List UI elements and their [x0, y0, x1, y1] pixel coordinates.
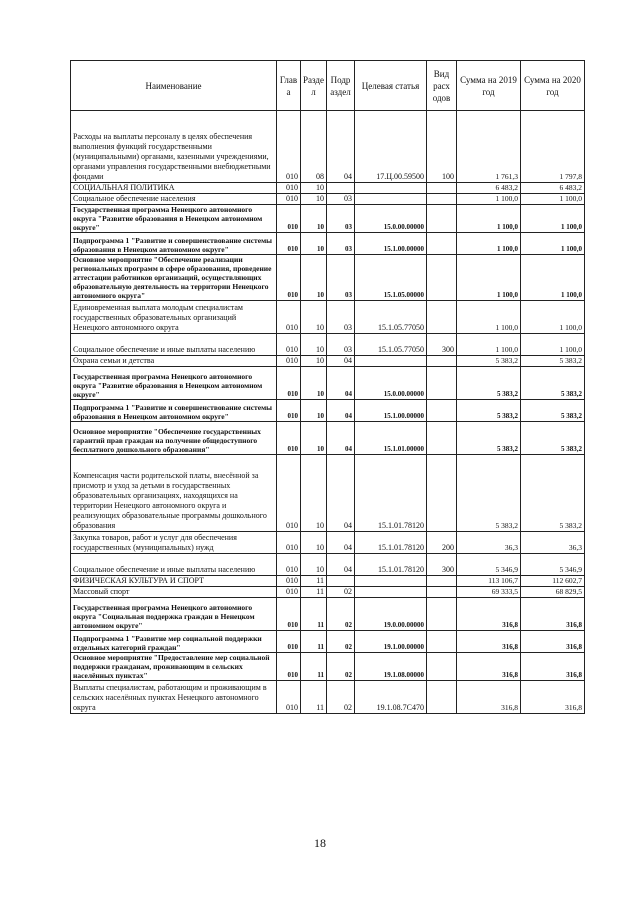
row-sum-2020-cell: 1 100,0: [521, 233, 585, 255]
row-expense-type-cell: [427, 681, 457, 714]
table-row: [71, 455, 585, 532]
table-row: [71, 111, 585, 183]
header-name: Наименование: [71, 61, 277, 111]
row-name-cell: Массовый спорт: [71, 587, 277, 598]
row-target-article-cell: 19.1.00.00000: [355, 631, 427, 653]
row-sum-2020-cell: 5 383,2: [521, 455, 585, 532]
header-glava: Глав а: [277, 61, 301, 111]
row-razdel-cell: 10: [301, 356, 327, 367]
table-row: [71, 183, 585, 194]
row-razdel-cell: 10: [301, 554, 327, 576]
row-expense-type-cell: [427, 205, 457, 233]
row-sum-2020-cell: 5 383,2: [521, 367, 585, 400]
table-row: [71, 400, 585, 422]
row-razdel-cell: 10: [301, 194, 327, 205]
row-glava-cell: 010: [277, 587, 301, 598]
row-target-article-cell: 15.1.05.77050: [355, 301, 427, 334]
row-podrazdel-cell: 04: [327, 400, 355, 422]
row-glava-cell: 010: [277, 576, 301, 587]
row-podrazdel-cell: 04: [327, 554, 355, 576]
row-expense-type-cell: [427, 400, 457, 422]
row-target-article-cell: 15.1.01.78120: [355, 554, 427, 576]
row-expense-type-cell: [427, 194, 457, 205]
row-expense-type-cell: 100: [427, 111, 457, 183]
row-target-article-cell: 19.1.08.7С470: [355, 681, 427, 714]
row-sum-2020-cell: 5 383,2: [521, 356, 585, 367]
row-expense-type-cell: [427, 301, 457, 334]
row-target-article-cell: 19.0.00.00000: [355, 598, 427, 631]
row-razdel-cell: 10: [301, 255, 327, 301]
table-row: [71, 334, 585, 356]
row-target-article-cell: 15.1.01.78120: [355, 532, 427, 554]
row-glava-cell: 010: [277, 194, 301, 205]
row-podrazdel-cell: 03: [327, 255, 355, 301]
row-name-cell: Подпрограмма 1 "Развитие и совершенствование системы образования в Ненецком автономном округе": [71, 233, 277, 255]
row-name-cell: Социальное обеспечение и иные выплаты населению: [71, 334, 277, 356]
row-name-cell: Государственная программа Ненецкого автономного округа "Социальная поддержка граждан в Ненецком автономном округе": [71, 598, 277, 631]
row-name-cell: Государственная программа Ненецкого автономного округа "Развитие образования в Ненецком автономном округе": [71, 205, 277, 233]
row-sum-2019-cell: 5 383,2: [457, 356, 521, 367]
table-row: [71, 356, 585, 367]
table-row: [71, 576, 585, 587]
row-razdel-cell: 10: [301, 367, 327, 400]
row-glava-cell: 010: [277, 367, 301, 400]
row-sum-2019-cell: 1 761,3: [457, 111, 521, 183]
header-razdel: Разде л: [301, 61, 327, 111]
row-razdel-cell: 11: [301, 631, 327, 653]
row-podrazdel-cell: 02: [327, 587, 355, 598]
table-row: [71, 301, 585, 334]
row-sum-2019-cell: 1 100,0: [457, 255, 521, 301]
row-sum-2019-cell: 5 383,2: [457, 455, 521, 532]
row-name-cell: Основное мероприятие "Обеспечение реализации региональных программ в сфере образования, проведение аттестации работников организаций, осуществляющих образовательную деятельность на территории Ненецкого автономного округа": [71, 255, 277, 301]
row-target-article-cell: 19.1.08.00000: [355, 653, 427, 681]
table-row: [71, 233, 585, 255]
row-name-cell: Расходы на выплаты персоналу в целях обеспечения выполнения функций государственными (муниципальными) органами, казенными учреждениями, органами управления государственными внебюджетными фондами: [71, 111, 277, 183]
row-target-article-cell: 15.0.00.00000: [355, 205, 427, 233]
row-sum-2020-cell: 6 483,2: [521, 183, 585, 194]
row-expense-type-cell: [427, 598, 457, 631]
row-target-article-cell: [355, 356, 427, 367]
row-expense-type-cell: [427, 587, 457, 598]
table-row: [71, 205, 585, 233]
row-podrazdel-cell: 04: [327, 356, 355, 367]
row-sum-2020-cell: 36,3: [521, 532, 585, 554]
row-sum-2020-cell: 1 797,8: [521, 111, 585, 183]
row-glava-cell: 010: [277, 681, 301, 714]
row-target-article-cell: 15.0.00.00000: [355, 367, 427, 400]
header-expense-type: Вид расх одов: [427, 61, 457, 111]
row-razdel-cell: 11: [301, 598, 327, 631]
table-header-row: [71, 61, 585, 111]
row-expense-type-cell: [427, 653, 457, 681]
page-number: 18: [314, 836, 326, 850]
table-row: [71, 255, 585, 301]
row-glava-cell: 010: [277, 205, 301, 233]
row-razdel-cell: 11: [301, 587, 327, 598]
row-name-cell: Основное мероприятие "Предоставление мер социальной поддержки гражданам, проживающим в сельских населённых пунктах": [71, 653, 277, 681]
row-razdel-cell: 10: [301, 301, 327, 334]
budget-table: [70, 60, 585, 714]
row-expense-type-cell: 300: [427, 554, 457, 576]
row-expense-type-cell: 300: [427, 334, 457, 356]
row-name-cell: Охрана семьи и детства: [71, 356, 277, 367]
row-sum-2019-cell: 316,8: [457, 631, 521, 653]
row-podrazdel-cell: 04: [327, 111, 355, 183]
row-sum-2019-cell: 316,8: [457, 681, 521, 714]
row-sum-2020-cell: 1 100,0: [521, 301, 585, 334]
row-glava-cell: 010: [277, 301, 301, 334]
row-glava-cell: 010: [277, 532, 301, 554]
row-sum-2019-cell: 6 483,2: [457, 183, 521, 194]
row-podrazdel-cell: 04: [327, 455, 355, 532]
row-razdel-cell: 10: [301, 400, 327, 422]
row-expense-type-cell: [427, 233, 457, 255]
row-name-cell: Государственная программа Ненецкого автономного округа "Развитие образования в Ненецком автономном округе": [71, 367, 277, 400]
row-podrazdel-cell: 02: [327, 653, 355, 681]
row-razdel-cell: 11: [301, 576, 327, 587]
row-razdel-cell: 10: [301, 532, 327, 554]
row-razdel-cell: 10: [301, 205, 327, 233]
row-glava-cell: 010: [277, 400, 301, 422]
row-sum-2020-cell: 316,8: [521, 631, 585, 653]
row-podrazdel-cell: 03: [327, 205, 355, 233]
row-sum-2020-cell: 1 100,0: [521, 255, 585, 301]
row-podrazdel-cell: 02: [327, 631, 355, 653]
row-sum-2020-cell: 316,8: [521, 681, 585, 714]
table-row: [71, 587, 585, 598]
row-glava-cell: 010: [277, 455, 301, 532]
row-glava-cell: 010: [277, 233, 301, 255]
row-name-cell: Социальное обеспечение населения: [71, 194, 277, 205]
row-expense-type-cell: [427, 576, 457, 587]
row-sum-2019-cell: 316,8: [457, 653, 521, 681]
row-sum-2019-cell: 36,3: [457, 532, 521, 554]
row-expense-type-cell: [427, 356, 457, 367]
row-name-cell: СОЦИАЛЬНАЯ ПОЛИТИКА: [71, 183, 277, 194]
row-expense-type-cell: [427, 183, 457, 194]
row-target-article-cell: 15.1.01.78120: [355, 455, 427, 532]
row-expense-type-cell: [427, 367, 457, 400]
row-sum-2020-cell: 5 383,2: [521, 400, 585, 422]
table-row: [71, 554, 585, 576]
row-glava-cell: 010: [277, 334, 301, 356]
table-row: [71, 194, 585, 205]
table-row: [71, 631, 585, 653]
header-target-article: Целевая статья: [355, 61, 427, 111]
row-sum-2019-cell: 5 383,2: [457, 422, 521, 455]
row-glava-cell: 010: [277, 183, 301, 194]
row-sum-2020-cell: 5 383,2: [521, 422, 585, 455]
row-razdel-cell: 10: [301, 422, 327, 455]
table-body: [71, 111, 585, 714]
row-sum-2020-cell: 112 602,7: [521, 576, 585, 587]
row-glava-cell: 010: [277, 422, 301, 455]
row-podrazdel-cell: [327, 183, 355, 194]
table-row: [71, 367, 585, 400]
row-podrazdel-cell: 03: [327, 334, 355, 356]
row-sum-2020-cell: 5 346,9: [521, 554, 585, 576]
row-glava-cell: 010: [277, 653, 301, 681]
row-target-article-cell: 15.1.05.77050: [355, 334, 427, 356]
row-target-article-cell: [355, 183, 427, 194]
row-sum-2020-cell: 1 100,0: [521, 205, 585, 233]
row-name-cell: ФИЗИЧЕСКАЯ КУЛЬТУРА И СПОРТ: [71, 576, 277, 587]
row-podrazdel-cell: 04: [327, 422, 355, 455]
table-row: [71, 422, 585, 455]
row-target-article-cell: [355, 587, 427, 598]
row-podrazdel-cell: 03: [327, 194, 355, 205]
row-sum-2019-cell: 5 346,9: [457, 554, 521, 576]
row-target-article-cell: 15.1.00.00000: [355, 400, 427, 422]
row-razdel-cell: 10: [301, 455, 327, 532]
row-target-article-cell: 15.1.00.00000: [355, 233, 427, 255]
row-sum-2019-cell: 1 100,0: [457, 205, 521, 233]
header-podrazdel: Подр аздел: [327, 61, 355, 111]
row-sum-2019-cell: 69 333,5: [457, 587, 521, 598]
table-row: [71, 681, 585, 714]
row-name-cell: Подпрограмма 1 "Развитие и совершенствование системы образования в Ненецком автономном округе": [71, 400, 277, 422]
row-sum-2019-cell: 1 100,0: [457, 334, 521, 356]
row-sum-2019-cell: 5 383,2: [457, 400, 521, 422]
table-row: [71, 598, 585, 631]
row-sum-2019-cell: 1 100,0: [457, 194, 521, 205]
row-podrazdel-cell: [327, 576, 355, 587]
row-expense-type-cell: [427, 255, 457, 301]
row-name-cell: Выплаты специалистам, работающим и проживающим в сельских населённых пунктах Ненецкого автономного округа: [71, 681, 277, 714]
row-name-cell: Компенсация части родительской платы, внесённой за присмотр и уход за детьми в государственных образовательных организациях, находящихся на территории Ненецкого автономного округа и реализующих образовательные программы дошкольного образования: [71, 455, 277, 532]
row-sum-2019-cell: 316,8: [457, 598, 521, 631]
header-sum-2019: Сумма на 2019 год: [457, 61, 521, 111]
row-name-cell: Социальное обеспечение и иные выплаты населению: [71, 554, 277, 576]
row-sum-2020-cell: 68 829,5: [521, 587, 585, 598]
row-podrazdel-cell: 04: [327, 367, 355, 400]
row-podrazdel-cell: 02: [327, 598, 355, 631]
row-sum-2019-cell: 1 100,0: [457, 233, 521, 255]
row-expense-type-cell: [427, 455, 457, 532]
row-name-cell: Единовременная выплата молодым специалистам государственных образовательных организаций Ненецкого автономного округа: [71, 301, 277, 334]
row-razdel-cell: 10: [301, 334, 327, 356]
row-sum-2019-cell: 113 106,7: [457, 576, 521, 587]
table-row: [71, 653, 585, 681]
row-glava-cell: 010: [277, 554, 301, 576]
row-target-article-cell: 15.1.05.00000: [355, 255, 427, 301]
row-razdel-cell: 10: [301, 233, 327, 255]
row-podrazdel-cell: 03: [327, 301, 355, 334]
row-podrazdel-cell: 04: [327, 532, 355, 554]
row-target-article-cell: [355, 194, 427, 205]
row-target-article-cell: 15.1.01.00000: [355, 422, 427, 455]
row-name-cell: Подпрограмма 1 "Развитие мер социальной поддержки отдельных категорий граждан": [71, 631, 277, 653]
row-glava-cell: 010: [277, 631, 301, 653]
row-sum-2020-cell: 316,8: [521, 653, 585, 681]
row-razdel-cell: 08: [301, 111, 327, 183]
row-razdel-cell: 11: [301, 681, 327, 714]
header-sum-2020: Сумма на 2020 год: [521, 61, 585, 111]
row-name-cell: Закупка товаров, работ и услуг для обеспечения государственных (муниципальных) нужд: [71, 532, 277, 554]
row-sum-2020-cell: 1 100,0: [521, 194, 585, 205]
row-name-cell: Основное мероприятие "Обеспечение государственных гарантий прав граждан на получение общедоступного бесплатного дошкольного образования": [71, 422, 277, 455]
row-glava-cell: 010: [277, 598, 301, 631]
row-expense-type-cell: 200: [427, 532, 457, 554]
row-podrazdel-cell: 02: [327, 681, 355, 714]
row-glava-cell: 010: [277, 356, 301, 367]
row-target-article-cell: [355, 576, 427, 587]
row-target-article-cell: 17.Ц.00.59500: [355, 111, 427, 183]
row-expense-type-cell: [427, 631, 457, 653]
row-glava-cell: 010: [277, 255, 301, 301]
row-sum-2019-cell: 5 383,2: [457, 367, 521, 400]
table-row: [71, 532, 585, 554]
row-expense-type-cell: [427, 422, 457, 455]
row-sum-2019-cell: 1 100,0: [457, 301, 521, 334]
row-sum-2020-cell: 316,8: [521, 598, 585, 631]
row-razdel-cell: 11: [301, 653, 327, 681]
row-glava-cell: 010: [277, 111, 301, 183]
row-sum-2020-cell: 1 100,0: [521, 334, 585, 356]
row-podrazdel-cell: 03: [327, 233, 355, 255]
row-razdel-cell: 10: [301, 183, 327, 194]
